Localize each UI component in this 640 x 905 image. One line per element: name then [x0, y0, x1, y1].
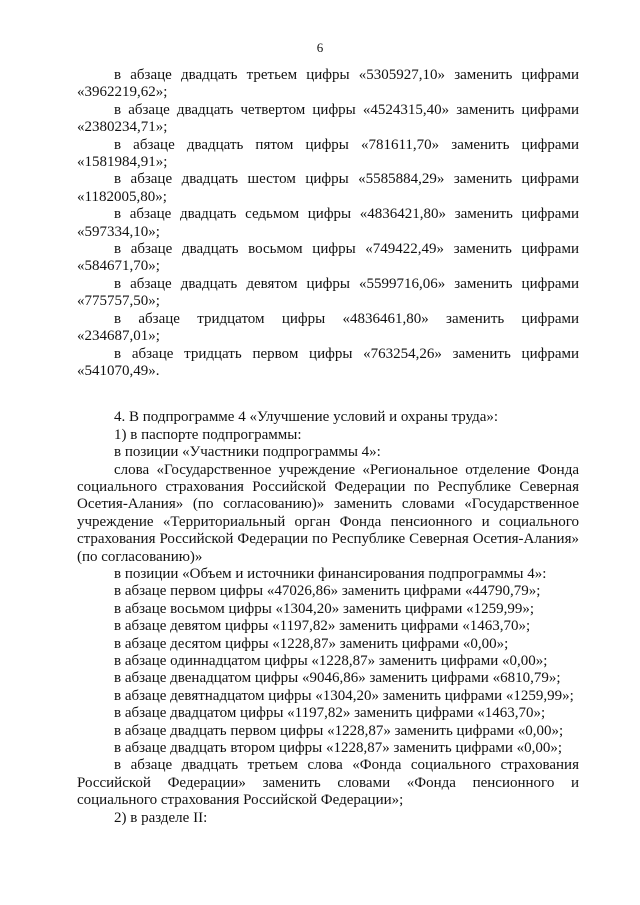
- participants-position: в позиции «Участники подпрограммы 4»:: [114, 444, 381, 461]
- amendment-paragraph: в абзаце двадцать шестом цифры «5585884,29» заменить цифрами «1182005,80»;: [77, 171, 579, 205]
- financing-line: в абзаце одиннадцатом цифры «1228,87» заменить цифрами «0,00»;: [114, 653, 548, 669]
- section-heading: 4. В подпрограмме 4 «Улучшение условий и охраны труда»:: [114, 409, 499, 426]
- final-replacement-text: в абзаце двадцать третьем слова «Фонда социального страхования Российской Федерации» заменить словами «Фонда пенсионного и социального страхования Российской Федерации»;: [77, 757, 579, 809]
- amendment-paragraph: в абзаце двадцать седьмом цифры «4836421,80» заменить цифрами «597334,10»;: [77, 206, 579, 240]
- financing-line: в абзаце девятом цифры «1197,82» заменить цифрами «1463,70»;: [114, 618, 531, 635]
- amendment-paragraph: в абзаце двадцать пятом цифры «781611,70» заменить цифрами «1581984,91»;: [77, 136, 579, 171]
- page-number: 6: [316, 40, 324, 55]
- financing-line: в абзаце десятом цифры «1228,87» заменить цифрами «0,00»;: [114, 635, 509, 652]
- section-gap: [77, 380, 579, 409]
- amendment-paragraph: в абзаце тридцать первом цифры «763254,26» заменить цифрами «541070,49».: [77, 345, 579, 379]
- financing-line: в абзаце двенадцатом цифры «9046,86» заменить цифрами «6810,79»;: [114, 670, 561, 687]
- item-passport: 1) в паспорте подпрограммы:: [114, 426, 302, 443]
- financing-line: в абзаце двадцать первом цифры «1228,87» заменить цифрами «0,00»;: [114, 722, 564, 739]
- financing-line: в абзаце первом цифры «47026,86» заменить цифрами «44790,79»;: [114, 583, 541, 600]
- amendment-paragraph: в абзаце двадцать четвертом цифры «4524315,40» заменить цифрами «2380234,71»;: [77, 101, 579, 136]
- financing-line: в абзаце двадцатом цифры «1197,82» заменить цифрами «1463,70»;: [114, 705, 546, 722]
- financing-line: в абзаце восьмом цифры «1304,20» заменить цифрами «1259,99»;: [114, 600, 535, 617]
- document-body: [77, 67, 579, 827]
- financing-line: в абзаце девятнадцатом цифры «1304,20» заменить цифрами «1259,99»;: [114, 687, 574, 704]
- amendment-paragraph: в абзаце тридцатом цифры «4836461,80» заменить цифрами «234687,01»;: [77, 310, 579, 345]
- participants-replacement-text: слова «Государственное учреждение «Региональное отделение Фонда социального страхования Российской Федерации по Республике Северная Осетия-Алания» (по согласованию)» заменить словами «Государственное учреждение «Территориальный орган Фонда пенсионного и социального страхования Российской Федерации по Республике Северная Осетия-Алания» (по согласованию)»: [77, 461, 579, 565]
- amendment-paragraph: в абзаце двадцать третьем цифры «5305927,10» заменить цифрами «3962219,62»;: [77, 67, 579, 101]
- item-section-two: 2) в разделе II:: [114, 809, 208, 826]
- financing-line: в абзаце двадцать втором цифры «1228,87» заменить цифрами «0,00»;: [114, 740, 563, 757]
- amendment-paragraph: в абзаце двадцать девятом цифры «5599716,06» заменить цифрами «775757,50»;: [77, 275, 579, 310]
- amendment-paragraph: в абзаце двадцать восьмом цифры «749422,49» заменить цифрами «584671,70»;: [77, 241, 579, 275]
- financing-position: в позиции «Объем и источники финансирования подпрограммы 4»:: [114, 565, 547, 582]
